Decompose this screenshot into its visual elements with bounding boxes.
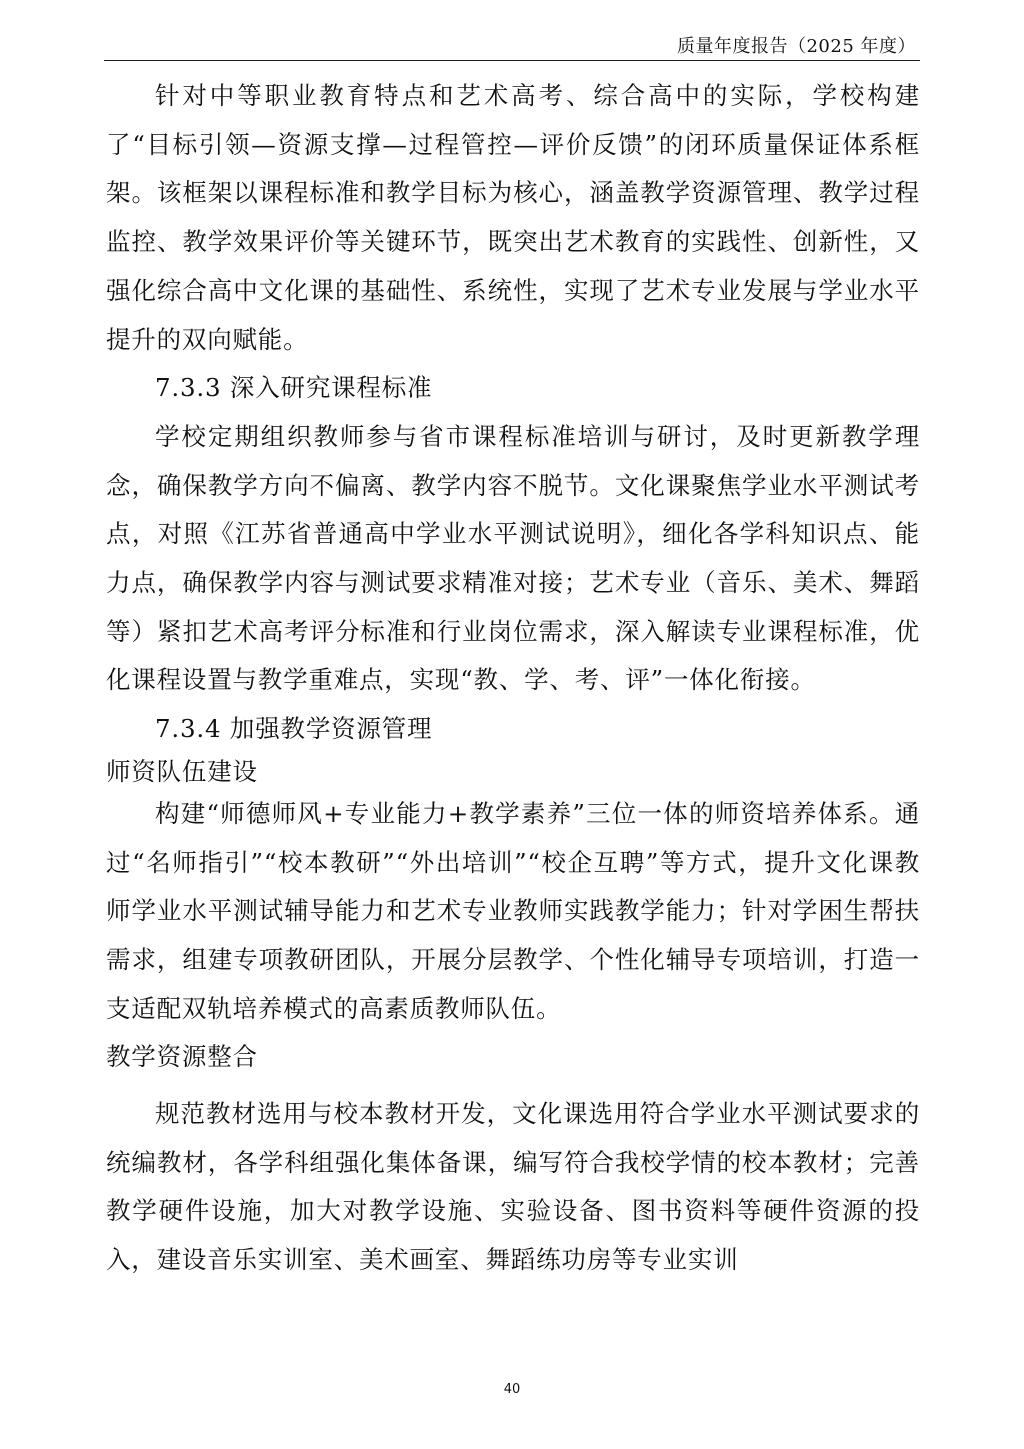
paragraph-quality-framework: 针对中等职业教育特点和艺术高考、综合高中的实际，学校构建了“目标引领—资源支撑—过程管控—评价反馈”的闭环质量保证体系框架。该框架以课程标准和教学目标为核心，涵盖教学资源管理、教学过程监控、教学效果评价等关键环节，既突出艺术教育的实践性、创新性，又强化综合高中文化课的基础性、系统性，实现了艺术专业发展与学业水平提升的双向赋能。 bbox=[106, 81, 920, 354]
paragraph-curriculum-standards: 学校定期组织教师参与省市课程标准培训与研讨，及时更新教学理念，确保教学方向不偏离、教学内容不脱节。文化课聚焦学业水平测试考点，对照《江苏省普通高中学业水平测试说明》，细化各学科知识点、能力点，确保教学内容与测试要求精准对接；艺术专业（音乐、美术、舞蹈等）紧扣艺术高考评分标准和行业岗位需求，深入解读专业课程标准，优化课程设置与教学重难点，实现“教、学、考、评”一体化衔接。 bbox=[106, 421, 920, 695]
page-header bbox=[104, 30, 920, 61]
document-body bbox=[106, 72, 920, 1285]
header-title: 质量年度报告（2025 年度） bbox=[676, 36, 916, 57]
section-heading-7-3-4: 7.3.4 加强教学资源管理 bbox=[155, 714, 433, 744]
paragraph-resource-integration: 规范教材选用与校本教材开发，文化课选用符合学业水平测试要求的统编教材，各学科组强化集体备课，编写符合我校学情的校本教材；完善教学硬件设施，加大对教学设施、实验设备、图书资料等硬件资源的投入，建设音乐实训室、美术画室、舞蹈练功房等专业实训 bbox=[106, 1099, 920, 1275]
section-heading-7-3-3: 7.3.3 深入研究课程标准 bbox=[155, 373, 433, 403]
subheading-teacher-team: 师资队伍建设 bbox=[106, 756, 258, 786]
paragraph-teacher-team: 构建“师德师风+专业能力+教学素养”三位一体的师资培养体系。通过“名师指引”“校本教研”“外出培训”“校企互聘”等方式，提升文化课教师学业水平测试辅导能力和艺术专业教师实践教学能力；针对学困生帮扶需求，组建专项教研团队，开展分层教学、个性化辅导专项培训，打造一支适配双轨培养模式的高素质教师队伍。 bbox=[106, 798, 920, 1023]
page-number: 40 bbox=[503, 1382, 521, 1397]
subheading-resource-integration: 教学资源整合 bbox=[106, 1042, 258, 1072]
